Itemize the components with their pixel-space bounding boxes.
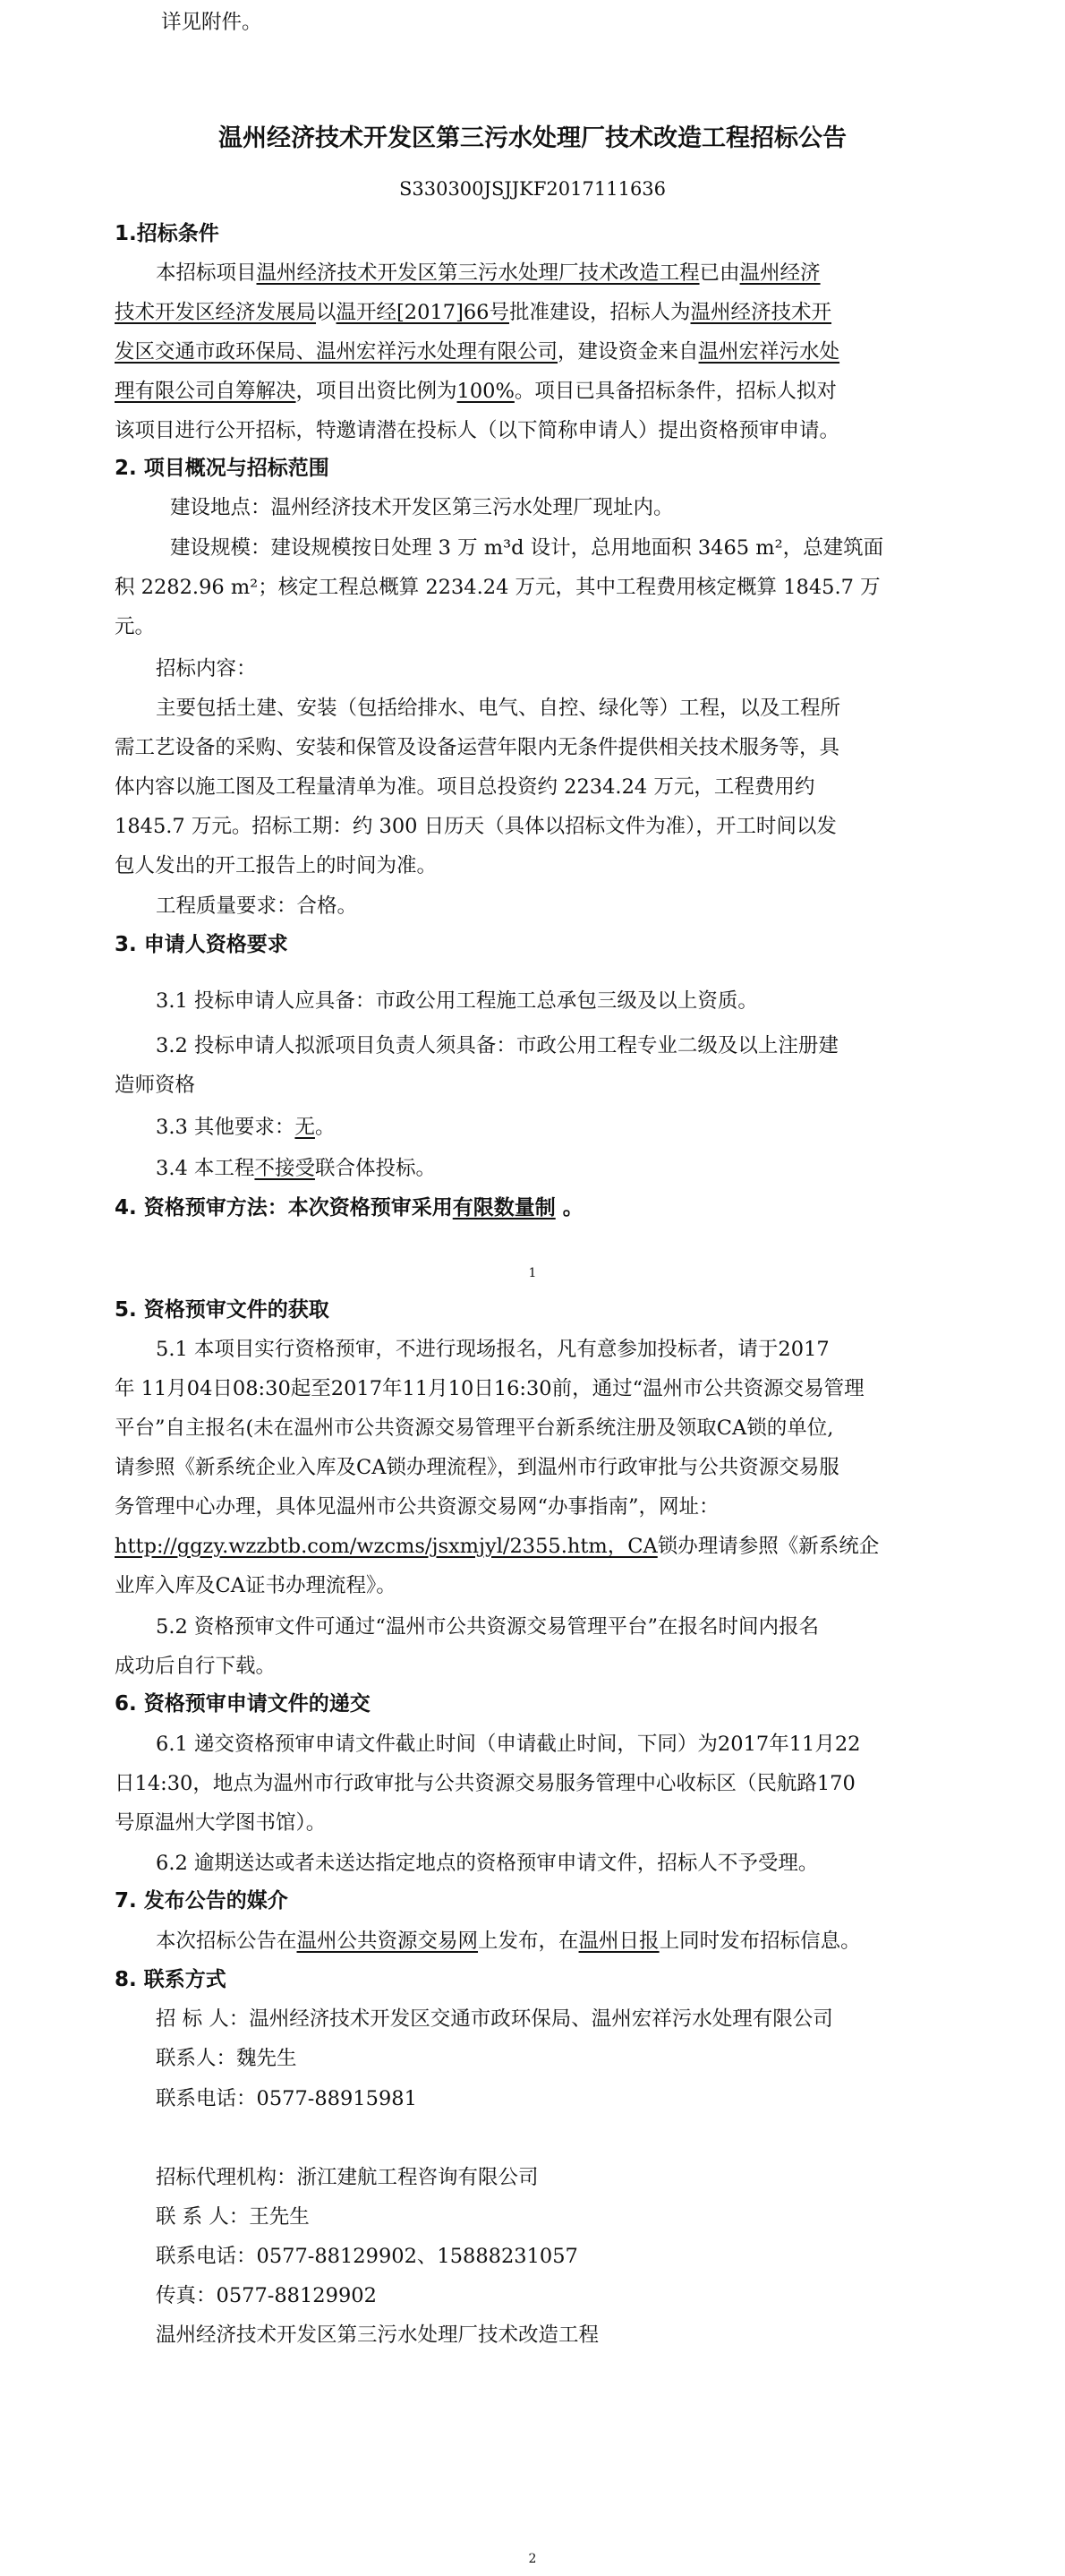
s3-item-2b: 造师资格 <box>115 1074 196 1097</box>
s6-p1: 6.1 递交资格预审申请文件截止时间（申请截止时间，下同）为2017年11月22 <box>156 1733 861 1756</box>
s8-agent-contact: 联 系 人：王先生 <box>156 2205 310 2229</box>
s2-scale-3: 元。 <box>115 615 156 638</box>
s1-line-5: 该项目进行公开招标，特邀请潜在投标人（以下简称申请人）提出资格预审申请。 <box>115 419 840 442</box>
s5-q1: 5.2 资格预审文件可通过“温州市公共资源交易管理平台”在报名时间内报名 <box>156 1615 819 1639</box>
s2-scale-2: 积 2282.96 m²；核定工程总概算 2234.24 万元，其中工程费用核定概算 1845.7 万 <box>115 576 881 599</box>
s8-fax: 传真：0577-88129902 <box>156 2284 377 2307</box>
s2-content-3: 体内容以施工图及工程量清单为准。项目总投资约 2234.24 万元，工程费用约 <box>115 775 815 799</box>
s6-p3: 号原温州大学图书馆）。 <box>115 1811 327 1835</box>
page-number-1: 1 <box>528 1266 537 1280</box>
s2-content-4: 1845.7 万元。招标工期：约 300 日历天（具体以招标文件为准），开工时间以发 <box>115 815 837 838</box>
s2-quality: 工程质量要求：合格。 <box>156 894 358 918</box>
s2-scale-1: 建设规模：建设规模按日处理 3 万 m³d 设计，总用地面积 3465 m²，总建筑面 <box>170 536 884 560</box>
s5-q2: 成功后自行下载。 <box>115 1655 277 1678</box>
s8-agent-phone: 联系电话：0577-88129902、15888231057 <box>156 2245 578 2268</box>
prev-details-line: 详见附件。 <box>161 11 262 34</box>
s5-p3: 平台”自主报名(未在温州市公共资源交易管理平台新系统注册及领取CA锁的单位, <box>115 1416 834 1440</box>
s2-content-2: 需工艺设备的采购、安装和保管及设备运营年限内无条件提供相关技术服务等，具 <box>115 736 840 759</box>
s1-heading: 1.招标条件 <box>115 222 219 245</box>
s5-p7: 业库入库及CA证书办理流程》。 <box>115 1574 396 1597</box>
s3-item-2a: 3.2 投标申请人拟派项目负责人须具备：市政公用工程专业二级及以上注册建 <box>156 1034 839 1057</box>
s8-owner-contact: 联系人：魏先生 <box>156 2047 297 2070</box>
s2-heading: 2. 项目概况与招标范围 <box>115 457 329 480</box>
s6-p2: 日14:30，地点为温州市行政审批与公共资源交易服务管理中心收标区（民航路170 <box>115 1772 856 1795</box>
s1-line-4: 理有限公司自筹解决，项目出资比例为100%。项目已具备招标条件，招标人拟对 <box>115 380 837 403</box>
s5-p4: 请参照《新系统企业入库及CA锁办理流程》，到温州市行政审批与公共资源交易服 <box>115 1456 839 1479</box>
doc-title: 温州经济技术开发区第三污水处理厂技术改造工程招标公告 <box>218 124 847 152</box>
s8-agent: 招标代理机构：浙江建航工程咨询有限公司 <box>156 2166 539 2189</box>
s2-site: 建设地点：温州经济技术开发区第三污水处理厂现址内。 <box>170 496 674 519</box>
s5-p5: 务管理中心办理，具体见温州市公共资源交易网“办事指南”，网址： <box>115 1495 720 1519</box>
s8-owner-phone: 联系电话：0577-88915981 <box>156 2087 417 2110</box>
registration-link[interactable]: http://ggzy.wzzbtb.com/wzcms/jsxmjyl/2355.htm，CA <box>115 1535 658 1558</box>
s6-p4: 6.2 逾期送达或者未送达指定地点的资格预审申请文件，招标人不予受理。 <box>156 1852 819 1875</box>
s7-heading: 7. 发布公告的媒介 <box>115 1889 288 1913</box>
s3-item-3: 3.3 其他要求：无。 <box>156 1116 336 1139</box>
s3-item-1: 3.1 投标申请人应具备：市政公用工程施工总承包三级及以上资质。 <box>156 989 758 1013</box>
s8-project: 温州经济技术开发区第三污水处理厂技术改造工程 <box>156 2324 600 2347</box>
s2-content-1: 主要包括土建、安装（包括给排水、电气、自控、绿化等）工程，以及工程所 <box>156 697 841 720</box>
s2-content-label: 招标内容： <box>156 657 257 680</box>
s5-p1: 5.1 本项目实行资格预审，不进行现场报名，凡有意参加投标者，请于2017 <box>156 1338 830 1361</box>
s4-line: 4. 资格预审方法：本次资格预审采用有限数量制 。 <box>115 1196 584 1220</box>
s2-content-5: 包人发出的开工报告上的时间为准。 <box>115 854 438 877</box>
s1-line-1: 本招标项目温州经济技术开发区第三污水处理厂技术改造工程已由温州经济 <box>156 261 821 285</box>
s7-text: 本次招标公告在温州公共资源交易网上发布，在温州日报上同时发布招标信息。 <box>156 1930 861 1953</box>
page-number-2: 2 <box>528 2552 537 2566</box>
s6-heading: 6. 资格预审申请文件的递交 <box>115 1692 371 1716</box>
s3-item-4: 3.4 本工程不接受联合体投标。 <box>156 1157 436 1180</box>
s1-line-2: 技术开发区经济发展局以温开经[2017]66号批准建设，招标人为温州经济技术开 <box>115 301 832 324</box>
doc-code: S330300JSJJKF2017111636 <box>398 178 667 200</box>
s5-p2: 年 11月04日08:30起至2017年11月10日16:30前，通过“温州市公共资源交易管理 <box>115 1377 865 1400</box>
s8-owner: 招 标 人：温州经济技术开发区交通市政环保局、温州宏祥污水处理有限公司 <box>156 2007 833 2031</box>
s5-p6: http://ggzy.wzzbtb.com/wzcms/jsxmjyl/2355.htm，CA锁办理请参照《新系统企 <box>115 1535 880 1558</box>
s1-line-3: 发区交通市政环保局、温州宏祥污水处理有限公司，建设资金来自温州宏祥污水处 <box>115 340 840 364</box>
s3-heading: 3. 申请人资格要求 <box>115 933 288 956</box>
s8-heading: 8. 联系方式 <box>115 1968 226 1991</box>
s5-heading: 5. 资格预审文件的获取 <box>115 1298 329 1322</box>
